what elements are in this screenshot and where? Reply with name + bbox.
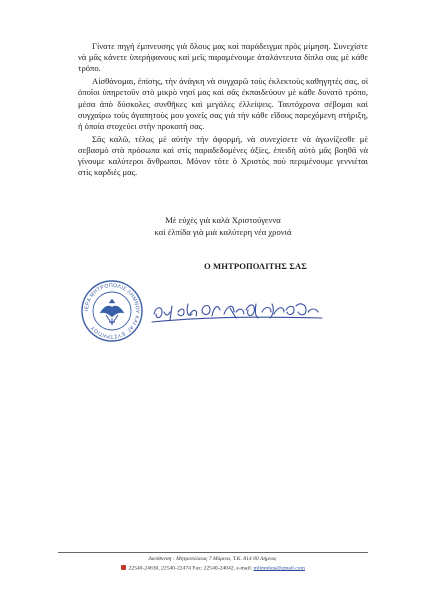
closing-line-1: Μὲ εὐχὲς γιὰ καλὰ Χριστούγεννα — [165, 215, 281, 225]
letter-body — [78, 41, 368, 180]
footer-fax: Fax: 22540-24042, e-mail: — [192, 565, 253, 572]
metropolis-seal-icon — [80, 279, 144, 343]
footer-email-link[interactable]: mlimnhos@gmail.com — [253, 565, 305, 572]
closing-wishes — [78, 215, 368, 238]
phone-icon — [121, 565, 126, 570]
seal-text: ΙΕΡΑ ΜΗΤΡΟΠΟΛΙΣ ΛΗΜΝΟΥ ΚΑΙ ΑΓ. ΕΥΣΤΡΑΤΙΟΥ — [83, 282, 141, 340]
footer-address: Διεύθυνση : Μητροπόλεως 7 Μύρινα, Τ.Κ. 814 00 Λήμνος — [148, 556, 277, 562]
handwritten-signature — [148, 290, 328, 330]
footer-divider — [58, 552, 368, 553]
paragraph-1: Γίνατε πηγή έμπνευσης γιὰ ὅλους μας καὶ παράδειγμα πρὸς μίμηση. Συνεχίστε νὰ μᾶς κάνετε ὑπερήφανους καὶ μεῖς παραμένουμε ἀταλάντευτα δίπλα σας μὲ κάθε τρόπο. — [78, 41, 368, 74]
signature-text: ὁ Λήμνου καὶ Ἁγ. Εὐστρατίου Ἱερόθεος — [148, 290, 165, 291]
footer-phones: 22540-24630, 22540-22474 — [128, 565, 191, 572]
footer-contacts — [0, 565, 425, 571]
paragraph-3: Σᾶς καλῶ, τέλος μὲ αὐτὴν τὴν ἀφορμή, νὰ συνεχίσετε νὰ ἀγωνίζεσθε μὲ σεβασμὸ στὰ πρόσωπα καὶ στὶς παραδεδομένες ἀξίες, ἐπειδὴ αὐτὸ μᾶς βοηθᾶ νὰ γίνουμε καλύτεροι ἄνθρωποι. Μόνον τότε ὁ Χριστὸς ποὺ περιμένουμε γεννιέται στὶς καρδιές μας. — [78, 133, 368, 178]
signatory-title: Ο ΜΗΤΡΟΠΟΛΙΤΗΣ ΣΑΣ — [204, 261, 307, 271]
closing-line-2: καὶ ἐλπίδα γιὰ μιὰ καλύτερη νέα χρονιά — [154, 226, 292, 237]
paragraph-2: Αἰσθάνομαι, ἐπίσης, τὴν ἀνάγκη νὰ συγχαρῶ τοὺς ἐκλεκτοὺς καθηγητές σας, οἱ ὁποῖοι ὑπηρετοῦν στὸ μικρὸ νησί μας καὶ σᾶς ἐκπαιδεύουν μὲ κάθε δυνατὸ τρόπο, μέσα ἀπὸ δύσκολες συνθῆκες καὶ μεγάλες ἐλλείψεις. Ταυτόχρονα σέβομαι καὶ συγχαίρω τοὺς ἀγαπητοὺς μου γονεῖς σας γιὰ τὴν κάθε εἴδους παρεχόμενη στήριξη, ἡ ὁποία στοχεύει στὴν προκοπή σας. — [78, 76, 368, 131]
